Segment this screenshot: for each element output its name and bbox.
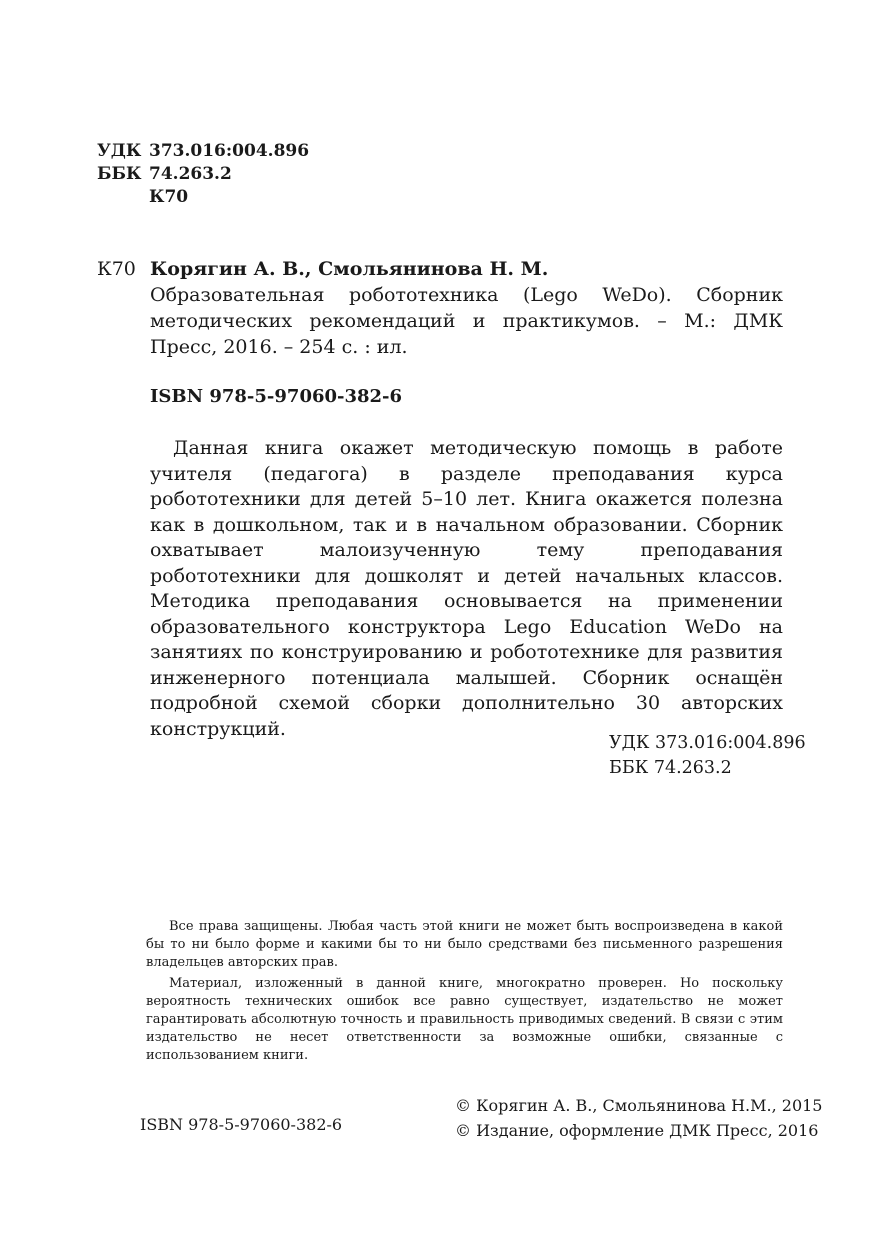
bbk-row xyxy=(97,163,309,186)
udk-value: 373.016:004.896 xyxy=(149,141,310,161)
classification-block xyxy=(97,140,309,209)
author-code: К70 xyxy=(97,258,136,280)
udk-label: УДК xyxy=(97,141,142,161)
copyright-line-1: © Корягин А. В., Смольянинова Н.М., 2015 xyxy=(455,1096,823,1115)
bbk-value: 74.263.2 xyxy=(149,164,232,184)
author-mark: К70 xyxy=(149,187,189,207)
udk-bbk-repeat xyxy=(609,731,806,781)
bbk-repeat: ББК 74.263.2 xyxy=(609,758,732,778)
udk-repeat: УДК 373.016:004.896 xyxy=(609,733,806,753)
bibliographic-record xyxy=(97,256,783,360)
isbn-main: ISBN 978-5-97060-382-6 xyxy=(150,386,403,407)
rights-notice xyxy=(146,918,783,1068)
copyright-block xyxy=(455,1093,822,1143)
copyright-line-2: © Издание, оформление ДМК Пресс, 2016 xyxy=(455,1121,819,1140)
annotation: Данная книга окажет методическую помощь в работе учителя (педагога) в разделе преподавания курса робототехники для детей 5–10 лет. Книга окажется полезна как в дошкольном, так и в начальном образовании. Сборник охватывает малоизученную тему преподавания робототехники для дошколят и детей начальных классов. Методика преподавания основывается на применении образовательного конструктора Lego Education WeDo на занятиях по конструированию и робототехнике для развития инженерного потенциала малышей. Сборник оснащён подробной схемой сборки дополнительно 30 авторских конструкций. xyxy=(150,437,783,740)
book-description: Образовательная робототехника (Lego WeDo). Сборник методических рекомендаций и практикумов. – М.: ДМК Пресс, 2016. – 254 с. : ил. xyxy=(150,284,783,358)
rights-paragraph-2: Материал, изложенный в данной книге, многократно проверен. Но поскольку вероятность технических ошибок все равно существует, издательство не может гарантировать абсолютную точность и правильность приводимых сведений. В связи с этим издательство не несет ответственности за возможные ошибки, связанные с использованием книги. xyxy=(146,976,783,1063)
bibliographic-text xyxy=(150,256,783,360)
isbn-bottom: ISBN 978-5-97060-382-6 xyxy=(140,1115,343,1134)
udk-row xyxy=(97,140,309,163)
rights-paragraph-1: Все права защищены. Любая часть этой книги не может быть воспроизведена в какой бы то ни было форме и какими бы то ни было средствами без письменного разрешения владельцев авторских прав. xyxy=(146,919,783,970)
author-mark-row xyxy=(97,186,309,209)
authors: Корягин А. В., Смольянинова Н. М. xyxy=(150,258,549,280)
bbk-label: ББК xyxy=(97,164,142,184)
